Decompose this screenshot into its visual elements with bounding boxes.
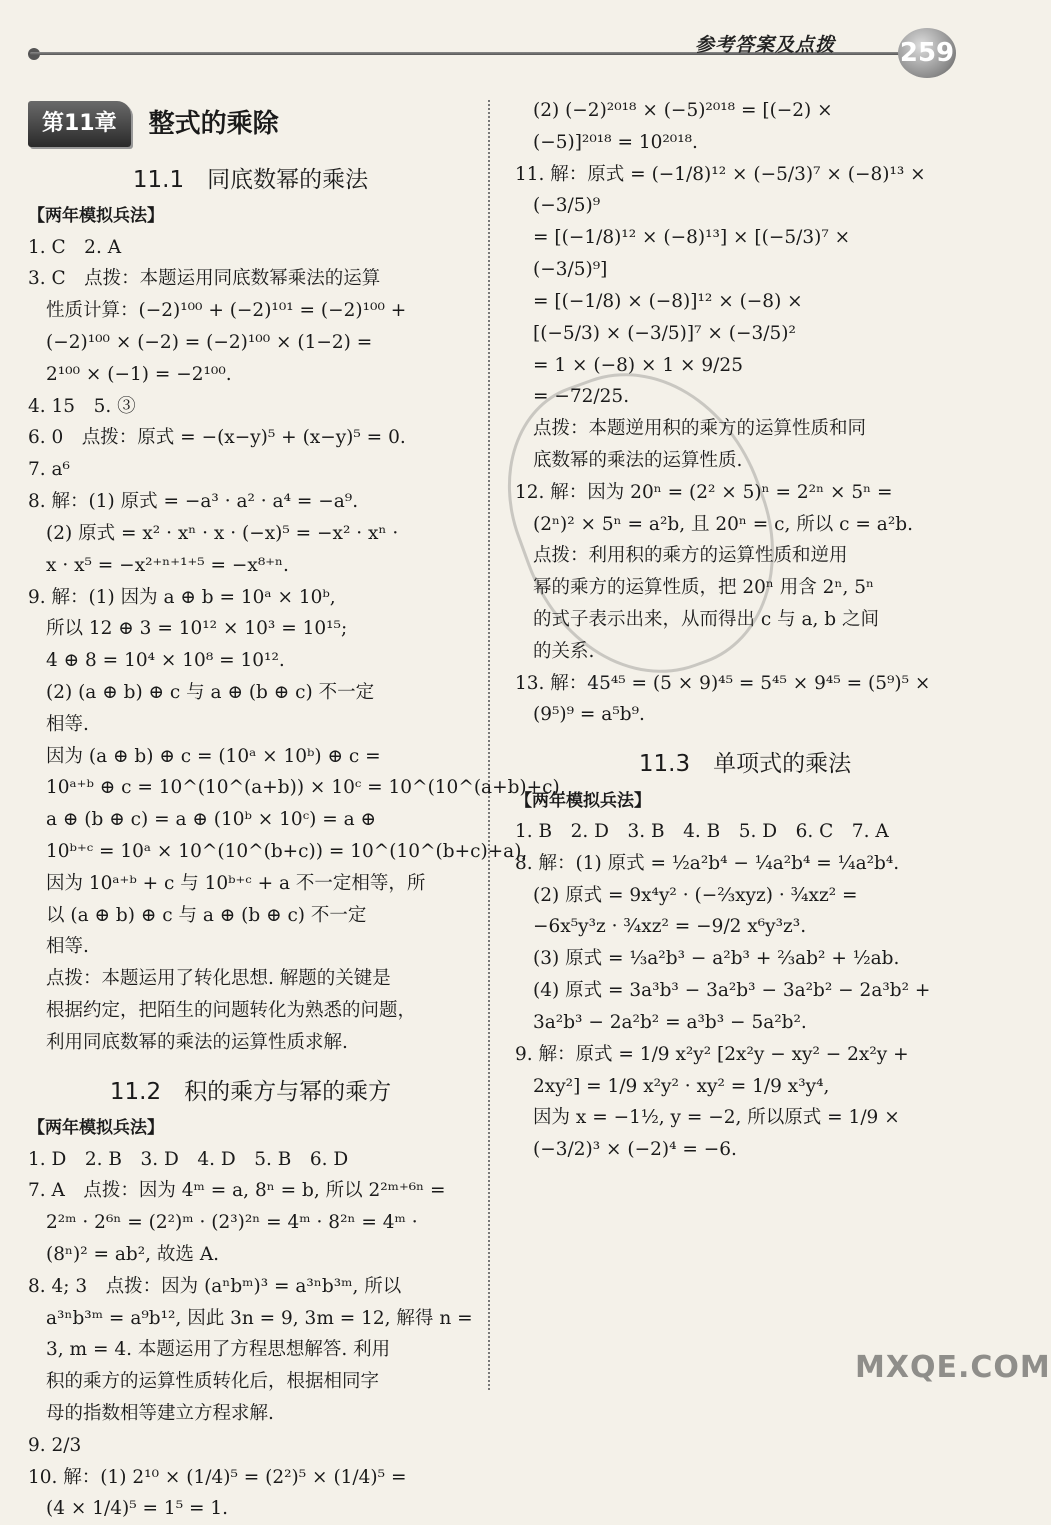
answer-line: (3) 原式 = ⅓a²b³ − a²b³ + ⅔ab² + ½ab. — [533, 948, 900, 970]
answer-line: 点拨：本题逆用积的乘方的运算性质和同 — [533, 418, 867, 440]
answer-line: = 1 × (−8) × 1 × 9/25 — [533, 354, 743, 376]
answer-line: a³ⁿb³ᵐ = a⁹b¹², 因此 3n = 9, 3m = 12, 解得 n = — [46, 1307, 473, 1329]
answer-line: 8. 4; 3 点拨：因为 (aⁿbᵐ)³ = a³ⁿb³ᵐ, 所以 — [28, 1275, 402, 1297]
answer-line: 9. 解：(1) 因为 a ⊕ b = 10ᵃ × 10ᵇ, — [28, 586, 336, 608]
right-column — [515, 95, 975, 1166]
chapter-heading — [28, 101, 473, 147]
header-tag: 参考答案及点拨 — [695, 34, 836, 56]
answer-line: 2¹⁰⁰ × (−1) = −2¹⁰⁰. — [46, 363, 232, 385]
answer-line: 母的指数相等建立方程求解. — [46, 1403, 274, 1425]
site-watermark: MXQE.COM — [855, 1350, 1051, 1385]
answer-line: 因为 x = −1½, y = −2, 所以原式 = 1/9 × — [533, 1107, 900, 1129]
answer-line: 的关系. — [533, 640, 595, 662]
answer-line: 点拨：利用积的乘方的运算性质和逆用 — [533, 545, 848, 567]
subsection-label: 【两年模拟兵法】 — [28, 206, 164, 227]
answer-line: x · x⁵ = −x²⁺ⁿ⁺¹⁺⁵ = −x⁸⁺ⁿ. — [46, 554, 289, 576]
answer-line: 的式子表示出来，从而得出 c 与 a, b 之间 — [533, 609, 880, 630]
answer-line: 2xy²] = 1/9 x²y² · xy² = 1/9 x³y⁴, — [533, 1075, 830, 1097]
right-answers — [515, 95, 975, 1166]
answer-line: 1. B 2. D 3. B 4. B 5. D 6. C 7. A — [515, 821, 889, 843]
answer-line: (2) (a ⊕ b) ⊕ c 与 a ⊕ (b ⊕ c) 不一定 — [46, 681, 375, 703]
answer-line: 相等. — [46, 713, 89, 735]
answer-line: 利用同底数幂的乘法的运算性质求解. — [46, 1031, 348, 1053]
answer-line: 以 (a ⊕ b) ⊕ c 与 a ⊕ (b ⊕ c) 不一定 — [46, 904, 367, 926]
answer-line: (2) 原式 = x² · xⁿ · x · (−x)⁵ = −x² · xⁿ · — [46, 522, 399, 544]
answer-line: (−3/2)³ × (−2)⁴ = −6. — [533, 1139, 737, 1161]
answer-line: 因为 10ᵃ⁺ᵇ + c 与 10ᵇ⁺ᶜ + a 不一定相等，所 — [46, 872, 426, 894]
answer-line: 10ᵃ⁺ᵇ ⊕ c = 10^(10^(a+b)) × 10ᶜ = 10^(10^(a+b)+c), — [46, 777, 566, 799]
answer-line: (−5)]²⁰¹⁸ = 10²⁰¹⁸. — [533, 131, 698, 153]
answer-line: (−3/5)⁹] — [533, 259, 608, 281]
answer-line: 积的乘方的运算性质转化后，根据相同字 — [46, 1371, 380, 1393]
answer-line: 10ᵇ⁺ᶜ = 10ᵃ × 10^(10^(b+c)) = 10^(10^(b+c)+a), — [46, 841, 528, 863]
answer-line: = [(−1/8)¹² × (−8)¹³] × [(−5/3)⁷ × — [533, 227, 851, 249]
answer-line: 3, m = 4. 本题运用了方程思想解答. 利用 — [46, 1339, 391, 1361]
answer-line: 8. 解：(1) 原式 = ½a²b⁴ − ¼a²b⁴ = ¼a²b⁴. — [515, 852, 900, 874]
answer-line: −6x⁵y³z · ¾xz² = −9/2 x⁶y³z³. — [533, 916, 807, 938]
answer-line: (4 × 1/4)⁵ = 1⁵ = 1. — [46, 1498, 229, 1520]
answer-line: (−3/5)⁹ — [533, 195, 601, 217]
answer-line: 9. 2/3 — [28, 1434, 82, 1456]
answer-line: [(−5/3) × (−3/5)]⁷ × (−3/5)² — [533, 322, 796, 344]
answer-line: 10. 解：(1) 2¹⁰ × (1/4)⁵ = (2²)⁵ × (1/4)⁵ = — [28, 1466, 407, 1488]
section-title: 11.1 同底数幂的乘法 — [132, 166, 369, 193]
answer-line: 1. D 2. B 3. D 4. D 5. B 6. D — [28, 1148, 349, 1170]
answer-line: a ⊕ (b ⊕ c) = a ⊕ (10ᵇ × 10ᶜ) = a ⊕ — [46, 809, 377, 831]
column-divider — [488, 100, 490, 1390]
answer-line: 性质计算：(−2)¹⁰⁰ + (−2)¹⁰¹ = (−2)¹⁰⁰ + — [46, 300, 407, 322]
answer-line: 1. C 2. A — [28, 236, 122, 258]
answer-line: (9⁵)⁹ = a⁵b⁹. — [533, 704, 645, 726]
answer-line: 8. 解：(1) 原式 = −a³ · a² · a⁴ = −a⁹. — [28, 491, 359, 513]
answer-line: 6. 0 点拨：原式 = −(x−y)⁵ + (x−y)⁵ = 0. — [28, 427, 406, 449]
answer-line: 9. 解：原式 = 1/9 x²y² [2x²y − xy² − 2x²y + — [515, 1043, 909, 1065]
answer-line: (2) 原式 = 9x⁴y² · (−⅔xyz) · ¾xz² = — [533, 884, 858, 906]
answer-line: 12. 解：因为 20ⁿ = (2² × 5)ⁿ = 2²ⁿ × 5ⁿ = — [515, 481, 893, 503]
answer-line: 3. C 点拨：本题运用同底数幂乘法的运算 — [28, 268, 381, 290]
section-title: 11.3 单项式的乘法 — [638, 751, 852, 778]
answer-line: = −72/25. — [533, 386, 630, 408]
answer-line: (−2)¹⁰⁰ × (−2) = (−2)¹⁰⁰ × (1−2) = — [46, 332, 373, 354]
answer-line: 底数幂的乘法的运算性质. — [533, 449, 743, 471]
answer-line: 4 ⊕ 8 = 10⁴ × 10⁸ = 10¹². — [46, 650, 285, 672]
answer-line: 因为 (a ⊕ b) ⊕ c = (10ᵃ × 10ᵇ) ⊕ c = — [46, 745, 381, 767]
answer-line: (4) 原式 = 3a³b³ − 3a²b³ − 3a²b² − 2a³b² + — [533, 980, 931, 1002]
subsection-label: 【两年模拟兵法】 — [515, 790, 651, 811]
subsection-label: 【两年模拟兵法】 — [28, 1118, 164, 1139]
chapter-badge: 第11章 — [28, 101, 131, 147]
answer-line: 相等. — [46, 936, 89, 958]
answer-line: 3a²b³ − 2a²b² = a³b³ − 5a²b². — [533, 1011, 807, 1033]
answer-line: 幂的乘方的运算性质，把 20ⁿ 用含 2ⁿ, 5ⁿ — [533, 577, 874, 599]
answer-line: 点拨：本题运用了转化思想. 解题的关键是 — [46, 968, 391, 990]
answer-line: 7. A 点拨：因为 4ᵐ = a, 8ⁿ = b, 所以 2²ᵐ⁺⁶ⁿ = — [28, 1180, 446, 1202]
answer-line: (2ⁿ)² × 5ⁿ = a²b, 且 20ⁿ = c, 所以 c = a²b. — [533, 513, 913, 535]
answer-line: (8ⁿ)² = ab², 故选 A. — [46, 1243, 220, 1265]
answer-line: 13. 解：45⁴⁵ = (5 × 9)⁴⁵ = 5⁴⁵ × 9⁴⁵ = (5⁹)⁵ × — [515, 672, 931, 694]
section-title: 11.2 积的乘方与幂的乘方 — [109, 1078, 392, 1105]
answer-line: 根据约定，把陌生的问题转化为熟悉的问题， — [46, 1000, 417, 1022]
answer-line: 4. 15 5. ③ — [28, 395, 136, 417]
answer-line: 7. a⁶ — [28, 459, 70, 481]
page-number: 259 — [898, 28, 956, 78]
answer-line: (2) (−2)²⁰¹⁸ × (−5)²⁰¹⁸ = [(−2) × — [533, 100, 833, 121]
chapter-title: 整式的乘除 — [148, 108, 279, 139]
answer-line: 2²ᵐ · 2⁶ⁿ = (2²)ᵐ · (2³)²ⁿ = 4ᵐ · 8²ⁿ = 4ᵐ · — [46, 1212, 418, 1234]
answer-line: 所以 12 ⊕ 3 = 10¹² × 10³ = 10¹⁵; — [46, 618, 348, 640]
answer-line: 11. 解：原式 = (−1/8)¹² × (−5/3)⁷ × (−8)¹³ × — [515, 163, 926, 185]
answer-line: = [(−1/8) × (−8)]¹² × (−8) × — [533, 290, 803, 312]
